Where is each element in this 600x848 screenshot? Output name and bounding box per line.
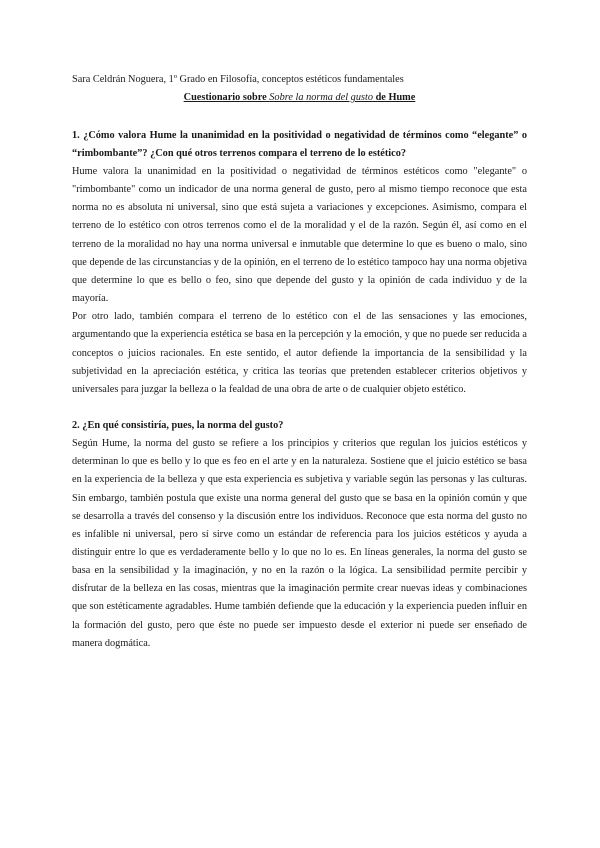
question-2: 2. ¿En qué consistiría, pues, la norma del gusto? bbox=[72, 420, 284, 432]
question-1: 1. ¿Cómo valora Hume la unanimidad en la positividad o negatividad de términos como “elegante” o “rimbombante”? ¿Con qué otros terrenos compara el terreno de lo estético? bbox=[72, 130, 527, 159]
answer-2-paragraph-1: Según Hume, la norma del gusto se refiere a los principios y criterios que regulan los juicios estéticos y determinan lo que es bello y lo que es feo en el arte y en la naturaleza. Sostiene que el juicio estético se basa en la experiencia de la belleza y que esta experiencia es subjetiva y variable según las personas y las culturas. Sin embargo, también postula que existe una norma general del gusto que se basa en la opinión común y que se desarrolla a través del consenso y la discusión entre los individuos. Reconoce que esta norma del gusto no es infalible ni universal, pero sí sirve como un estándar de referencia para los juicios estéticos y ayuda a distinguir entre lo que es verdaderamente bello y lo que no lo es. En líneas generales, la norma del gusto se basa en la sensibilidad y la imaginación, y no en la razón o la lógica. La sensibilidad permite percibir y disfrutar de la belleza en las cosas, mientras que la imaginación permite crear nuevas ideas y combinaciones que son estéticamente agradables. Hume también defiende que la educación y la experiencia pueden influir en la formación del gusto, pero que éste no puede ser impuesto desde el exterior ni puede ser enseñado de manera dogmática. bbox=[72, 438, 527, 649]
title-prefix: Cuestionario sobre bbox=[183, 92, 270, 103]
answer-1-paragraph-1: Hume valora la unanimidad en la positividad o negatividad de términos estéticos como "elegante" o "rimbombante" como un indicador de una norma general de gusto, pero al mismo tiempo reconoce que esta norma no es absoluta ni universal, sino que está sujeta a variaciones y excepciones. Asimismo, compara el terreno de lo estético con otros terrenos como el de la moralidad y el de la razón. Según él, así como en el terreno de la moralidad no hay una norma universal e inmutable que determine lo que es bueno o malo, sino que depende de las circunstancias y de la opinión, en el terreno de lo estético tampoco hay una norma objetiva que determine lo que es bello o feo, sino que depende del gusto y la opinión de cada individuo y de la mayoría. bbox=[72, 166, 527, 305]
title-suffix: de Hume bbox=[373, 92, 416, 103]
title-work: Sobre la norma del gusto bbox=[269, 92, 373, 103]
document-page bbox=[72, 73, 527, 653]
answer-1-paragraph-2: Por otro lado, también compara el terreno de lo estético con el de las sensaciones y las emociones, argumentando que la experiencia estética se basa en la percepción y la emoción, y que no puede ser reducida a conceptos o juicios racionales. En este sentido, el autor defiende la importancia de la sensibilidad y la subjetividad en la apreciación estética, y critica las teorías que pretenden establecer criterios objetivos y universales para juzgar la belleza o la fealdad de una obra de arte o de cualquier objeto estético. bbox=[72, 311, 527, 395]
author-header: Sara Celdrán Noguera, 1º Grado en Filosofía, conceptos estéticos fundamentales bbox=[72, 74, 404, 85]
document-title bbox=[72, 91, 527, 105]
